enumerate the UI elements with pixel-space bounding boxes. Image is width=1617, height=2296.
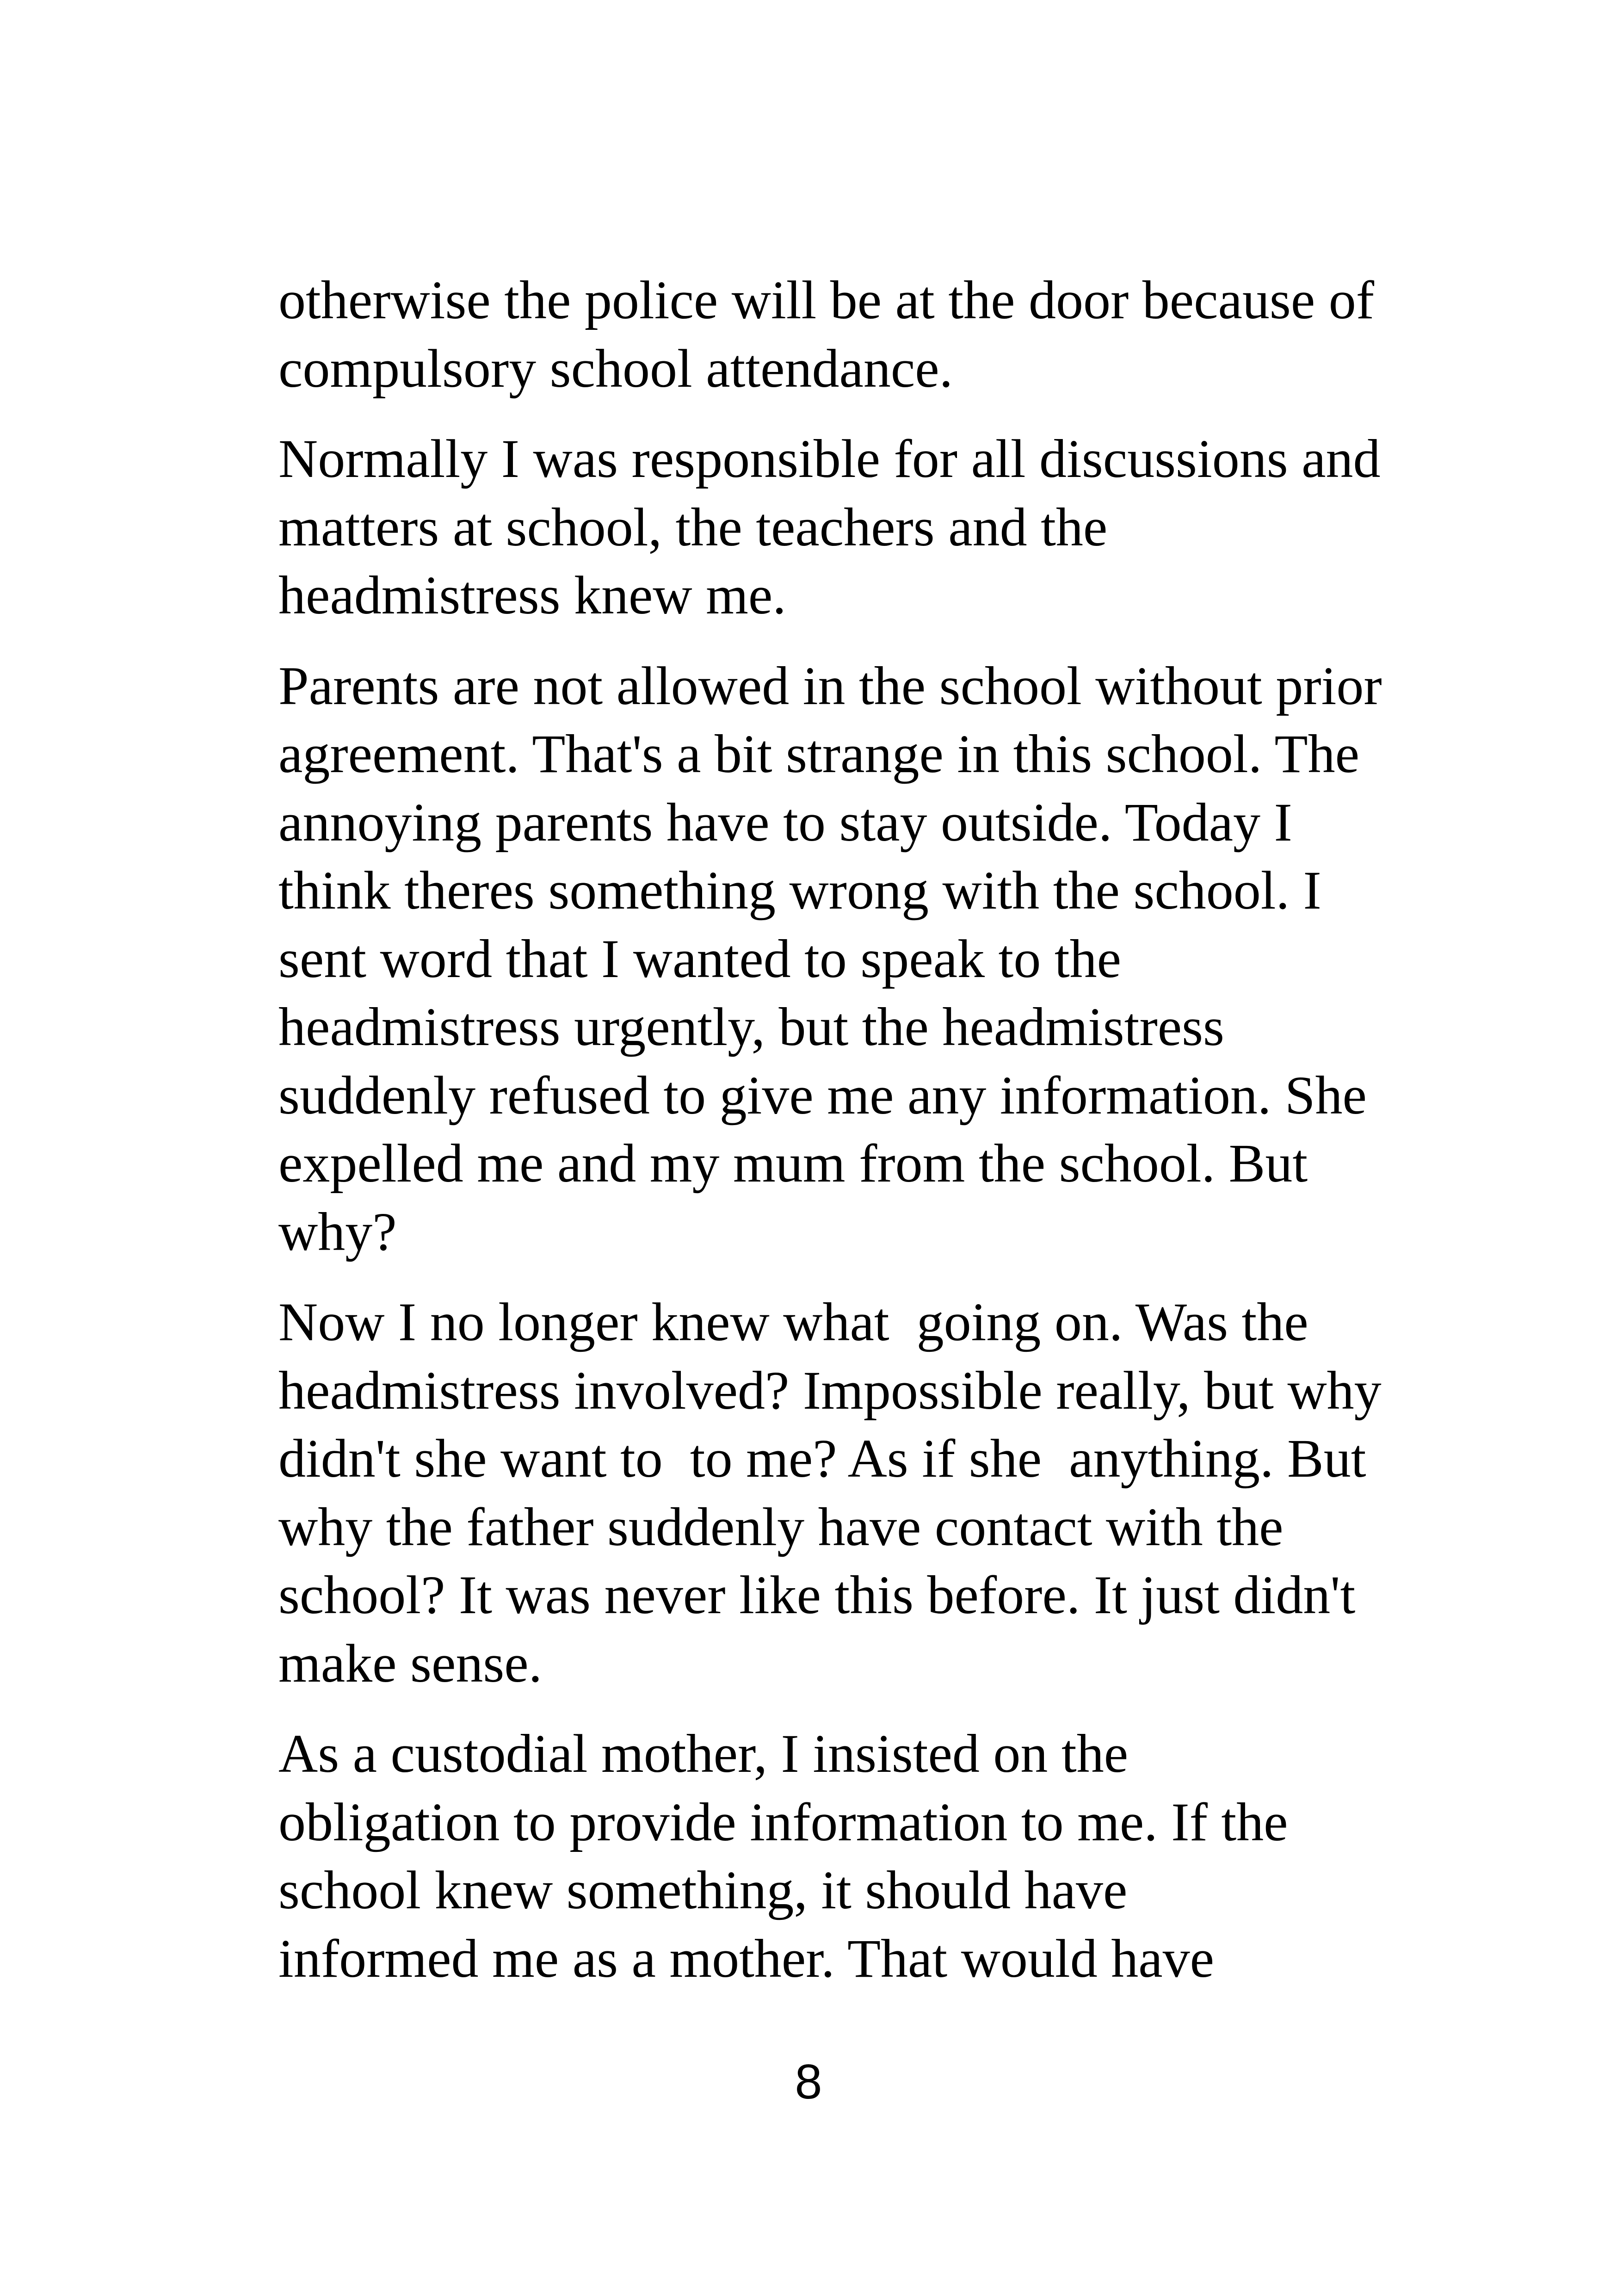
text-line: think theres something wrong with the school. I [278,860,1321,921]
text-line: informed me as a mother. That would have [278,1928,1214,1989]
text-line: why the father suddenly have contact with the [278,1496,1284,1557]
text-line: agreement. That's a bit strange in this school. The [278,724,1360,784]
body-text [278,266,1382,1993]
text-line: Normally I was responsible for all discussions and [278,428,1381,489]
text-line: why? [278,1201,397,1262]
text-line: matters at school, the teachers and the [278,496,1108,557]
page-number: 8 [795,2055,822,2109]
text-line: headmistress knew me. [278,565,786,625]
text-line: annoying parents have to stay outside. Today I [278,792,1292,853]
text-line: make sense. [278,1633,543,1694]
text-line: school? It was never like this before. It just didn't [278,1565,1356,1625]
text-line: Parents are not allowed in the school without prior [278,655,1382,716]
paragraph-2 [278,425,1381,630]
text-line: Now I no longer knew what going on. Was the [278,1292,1308,1352]
text-line: headmistress urgently, but the headmistress [278,996,1224,1057]
text-line: didn't she want to to me? As if she anything. But [278,1428,1366,1489]
text-line: compulsory school attendance. [278,338,953,399]
text-line: headmistress involved? Impossible really, but why [278,1360,1382,1421]
text-line: school knew something, it should have [278,1860,1128,1920]
paragraph-3 [278,652,1382,1266]
paragraph-5 [278,1720,1370,1993]
text-line: otherwise the police will be at the door because of [278,270,1374,330]
text-line: suddenly refused to give me any information. She [278,1064,1367,1126]
paragraph-1 [278,266,1374,402]
paragraph-4 [278,1288,1382,1697]
text-line: obligation to provide information to me. If the [278,1791,1288,1852]
text-line: As a custodial mother, I insisted on the [278,1723,1129,1784]
text-line: sent word that I wanted to speak to the [278,928,1121,989]
text-line: expelled me and my mum from the school. But [278,1133,1308,1194]
